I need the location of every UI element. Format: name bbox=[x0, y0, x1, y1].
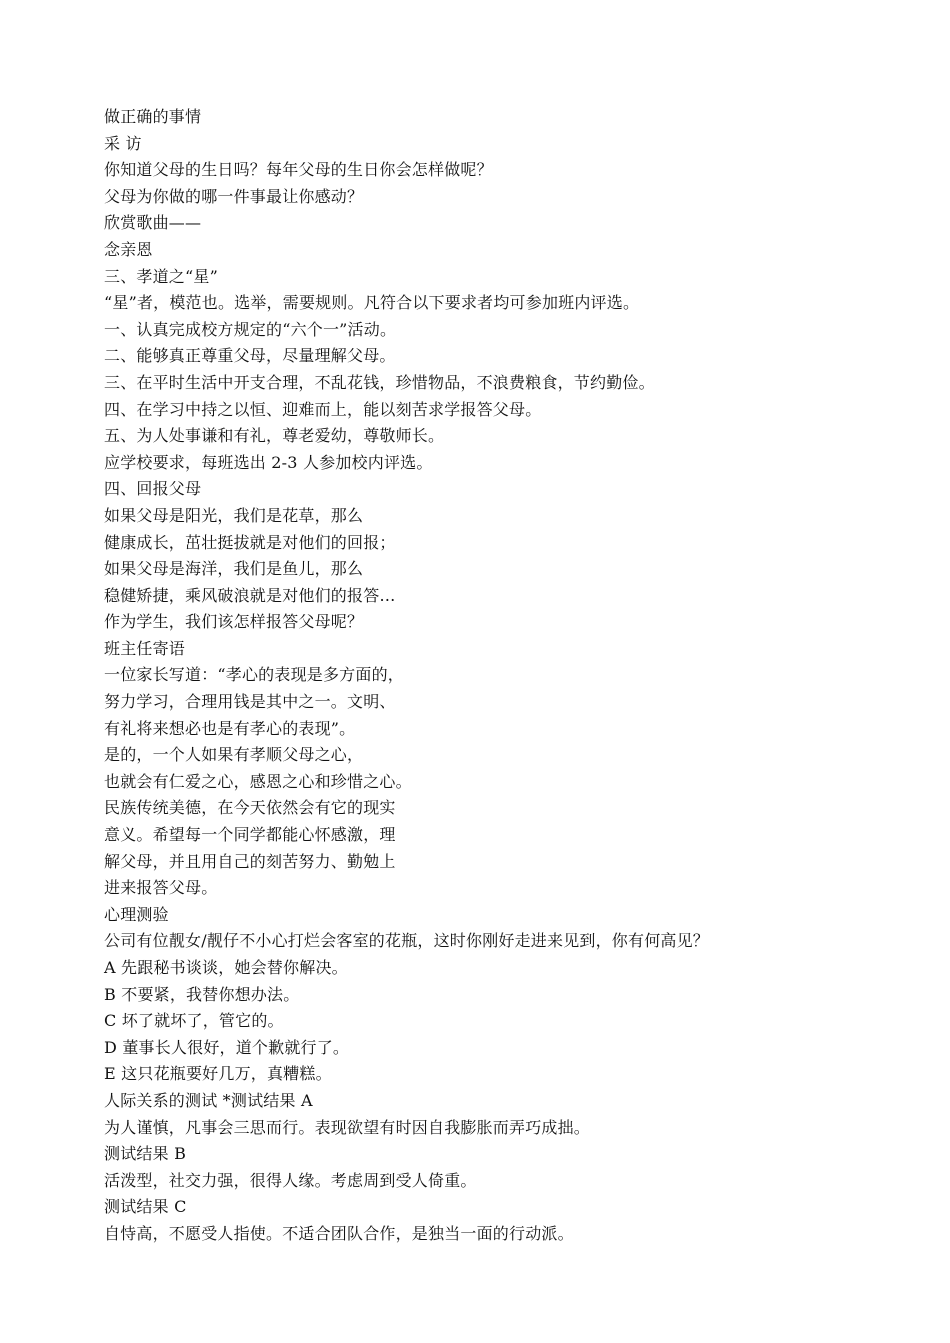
doc-title: 做正确的事情 bbox=[104, 107, 202, 126]
text-line: 是的，一个人如果有孝顺父母之心， bbox=[104, 745, 364, 765]
result-text: 活泼型，社交力强，很得人缘。考虑周到受人倚重。 bbox=[104, 1170, 477, 1190]
result-heading: 测试结果 C bbox=[104, 1197, 187, 1217]
section-heading-interview: 采 访 bbox=[104, 133, 142, 153]
text-line: 你知道父母的生日吗？每年父母的生日你会怎样做呢？ bbox=[104, 160, 493, 180]
poem-line: 健康成长，茁壮挺拔就是对他们的回报； bbox=[104, 532, 396, 552]
text-line: 进来报答父母。 bbox=[104, 878, 218, 898]
test-question: 公司有位靓女/靓仔不小心打烂会客室的花瓶，这时你刚好走进来见到，你有何高见？ bbox=[104, 931, 709, 951]
text-line: 有礼将来想必也是有孝心的表现”。 bbox=[104, 718, 356, 738]
test-option: B 不要紧，我替你想办法。 bbox=[104, 984, 300, 1004]
text-line: 一位家长写道：“孝心的表现是多方面的， bbox=[104, 665, 404, 685]
test-option: A 先跟秘书谈谈，她会替你解决。 bbox=[104, 958, 348, 977]
document-page bbox=[104, 104, 904, 1248]
test-option: E 这只花瓶要好几万，真糟糕。 bbox=[104, 1064, 332, 1084]
poem-line: 如果父母是海洋，我们是鱼儿，那么 bbox=[104, 559, 364, 579]
criteria-item: 五、为人处事谦和有礼，尊老爱幼，尊敬师长。 bbox=[104, 426, 445, 446]
test-option: C 坏了就坏了，管它的。 bbox=[104, 1011, 284, 1031]
text-line: 解父母，并且用自己的刻苦努力、勤勉上 bbox=[104, 851, 396, 871]
text-line: 也就会有仁爱之心，感恩之心和珍惜之心。 bbox=[104, 771, 412, 791]
poem-line: 如果父母是阳光，我们是花草，那么 bbox=[104, 505, 364, 525]
section-heading-teacher-message: 班主任寄语 bbox=[104, 638, 186, 658]
section-heading-psych-test: 心理测验 bbox=[104, 904, 169, 924]
text-line: 作为学生，我们该怎样报答父母呢？ bbox=[104, 612, 364, 632]
result-text: 自恃高，不愿受人指使。不适合团队合作，是独当一面的行动派。 bbox=[104, 1223, 574, 1243]
text-line: 父母为你做的哪一件事最让你感动？ bbox=[104, 186, 364, 206]
text-line: 努力学习，合理用钱是其中之一。文明、 bbox=[104, 692, 396, 712]
criteria-item: 四、在学习中持之以恒、迎难而上，能以刻苦求学报答父母。 bbox=[104, 399, 542, 419]
result-text: 为人谨慎，凡事会三思而行。表现欲望有时因自我膨胀而弄巧成拙。 bbox=[104, 1117, 591, 1137]
text-line: “星”者，模范也。选举，需要规则。凡符合以下要求者均可参加班内评选。 bbox=[104, 293, 640, 313]
poem-line: 稳健矫捷，乘风破浪就是对他们的报答… bbox=[104, 585, 396, 605]
song-title: 念亲恩 bbox=[104, 239, 153, 259]
text-line: 欣赏歌曲—— bbox=[104, 213, 202, 233]
text-line: 应学校要求，每班选出 2-3 人参加校内评选。 bbox=[104, 452, 433, 472]
criteria-item: 三、在平时生活中开支合理，不乱花钱，珍惜物品，不浪费粮食，节约勤俭。 bbox=[104, 372, 655, 392]
section-heading-repay: 四、回报父母 bbox=[104, 479, 202, 499]
criteria-item: 一、认真完成校方规定的“六个一”活动。 bbox=[104, 319, 397, 339]
text-line: 意义。希望每一个同学都能心怀感激，理 bbox=[104, 825, 396, 845]
result-heading: 人际关系的测试 *测试结果 A bbox=[104, 1090, 313, 1110]
section-heading-star: 三、孝道之“星” bbox=[104, 266, 218, 286]
criteria-item: 二、能够真正尊重父母，尽量理解父母。 bbox=[104, 346, 396, 366]
result-heading: 测试结果 B bbox=[104, 1144, 187, 1164]
test-option: D 董事长人很好，道个歉就行了。 bbox=[104, 1037, 350, 1057]
text-line: 民族传统美德，在今天依然会有它的现实 bbox=[104, 798, 396, 818]
